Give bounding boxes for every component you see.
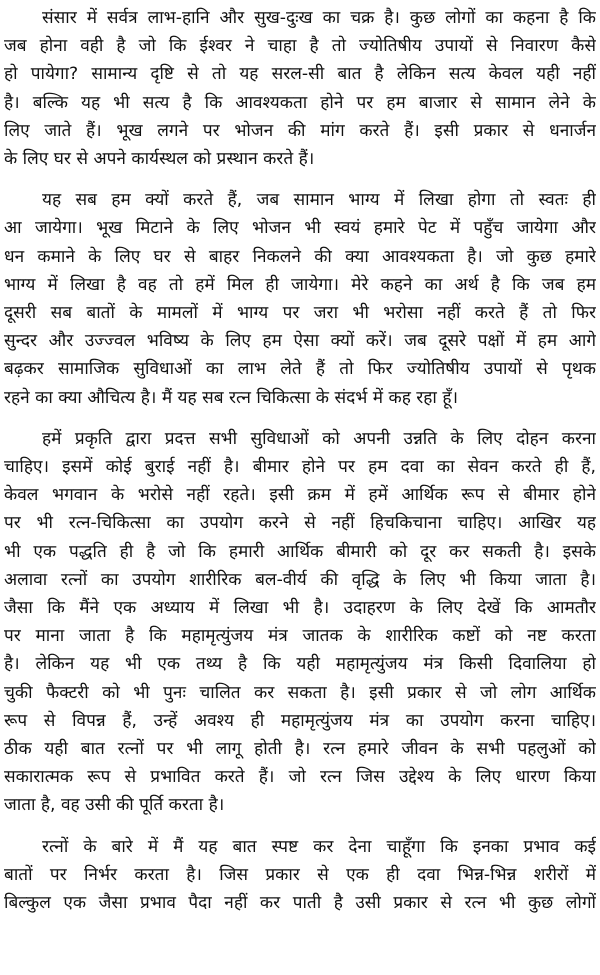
text-line: पर माना जाता है कि महामृत्युंजय मंत्र जातक के शारीरिक कष्टों को नष्ट करता — [4, 626, 596, 647]
text-line: हमें प्रकृति द्वारा प्रदत्त सभी सुविधाओं को अपनी उन्नति के लिए दोहन करना — [42, 428, 596, 449]
text-line: के लिए घर से अपने कार्यस्थल को प्रस्थान करते हैं। — [4, 149, 315, 170]
text-line: बिल्कुल एक जैसा प्रभाव पैदा नहीं कर पाती है उसी प्रकार से रत्न भी कुछ लोगों — [4, 893, 596, 914]
text-line: रहने का क्या औचित्य है। मैं यह सब रत्न चिकित्सा के संदर्भ में कह रहा हूँ। — [4, 387, 458, 408]
text-line: दूसरी सब बातों के मामलों में भाग्य पर जरा भी भरोसा नहीं करते हैं तो फिर — [4, 303, 596, 324]
text-line: चाहिए। इसमें कोई बुराई नहीं है। बीमार होने पर हम दवा का सेवन करते ही हैं, — [4, 457, 596, 478]
text-line: रूप से विपन्न हैं, उन्हें अवश्य ही महामृत्युंजय मंत्र का उपयोग करना चाहिए। — [4, 710, 596, 731]
text-line: सकारात्मक रूप से प्रभावित करते हैं। जो रत्न जिस उद्देश्य के लिए धारण किया — [4, 767, 596, 788]
text-line: संसार में सर्वत्र लाभ-हानि और सुख-दुःख का चक्र है। कुछ लोगों का कहना है कि — [42, 8, 596, 28]
text-line: जब होना वही है जो कि ईश्वर ने चाहा है तो ज्योतिषीय उपायों से निवारण कैसे — [4, 36, 596, 57]
text-line: रत्नों के बारे में मैं यह बात स्पष्ट कर देना चाहूँगा कि इनका प्रभाव कई — [42, 836, 596, 857]
text-line: चुकी फैक्टरी को भी पुनः चालित कर सकता है। इसी प्रकार से जो लोग आर्थिक — [4, 682, 596, 703]
text-line: पर भी रत्न-चिकित्सा का उपयोग करने से नहीं हिचकिचाना चाहिए। आखिर यह — [4, 513, 596, 534]
text-line: अलावा रत्नों का उपयोग शारीरिक बल-वीर्य की वृद्धि के लिए भी किया जाता है। — [4, 569, 596, 590]
text-line: बातों पर निर्भर करता है। जिस प्रकार से एक ही दवा भिन्न-भिन्न शरीरों में — [4, 864, 596, 885]
text-line: है। लेकिन यह भी एक तथ्य है कि यही महामृत्युंजय मंत्र किसी दिवालिया हो — [4, 654, 596, 675]
paragraph-4 — [4, 833, 596, 918]
text-line: हो पायेगा? सामान्य दृष्टि से तो यह सरल-सी बात है लेकिन सत्य केवल यही नहीं — [4, 64, 596, 85]
text-line: जैसा कि मैंने एक अध्याय में लिखा भी है। उदाहरण के लिए देखें कि आमतौर — [4, 598, 596, 619]
paragraph-3 — [4, 425, 596, 820]
text-line: यह सब हम क्यों करते हैं, जब सामान भाग्य में लिखा होगा तो स्वतः ही — [42, 190, 596, 211]
text-line: लिए जाते हैं। भूख लगने पर भोजन की मांग करते हैं। इसी प्रकार से धनार्जन — [4, 120, 596, 141]
text-line: ठीक यही बात रत्नों पर भी लागू होती है। रत्न हमारे जीवन के सभी पहलुओं को — [4, 739, 596, 760]
text-line: भाग्य में लिखा है वह तो हमें मिल ही जायेगा। मेरे कहने का अर्थ है कि जब हम — [4, 274, 596, 295]
text-line: केवल भगवान के भरोसे नहीं रहते। इसी क्रम में हमें आर्थिक रूप से बीमार होने — [4, 485, 596, 506]
text-line: धन कमाने के लिए घर से बाहर निकलने की क्या आवश्यकता है। जो कुछ हमारे — [4, 246, 596, 267]
text-line: आ जायेगा। भूख मिटाने के लिए भोजन भी स्वयं हमारे पेट में पहुँच जायेगा और — [4, 218, 596, 239]
text-line: है। बल्कि यह भी सत्य है कि आवश्यकता होने पर हम बाजार से सामान लेने के — [4, 92, 596, 113]
text-line: भी एक पद्धति ही है जो कि हमारी आर्थिक बीमारी को दूर कर सकती है। इसके — [4, 541, 596, 562]
text-line: बढ़कर सामाजिक सुविधाओं का लाभ लेते हैं तो फिर ज्योतिषीय उपायों से पृथक — [4, 359, 596, 380]
text-line: सुन्दर और उज्ज्वल भविष्य के लिए हम ऐसा क्यों करें। जब दूसरे पक्षों में हम आगे — [4, 331, 596, 352]
text-line: जाता है, वह उसी की पूर्ति करता है। — [4, 795, 225, 816]
paragraph-2 — [4, 186, 596, 412]
paragraph-1 — [4, 4, 596, 173]
